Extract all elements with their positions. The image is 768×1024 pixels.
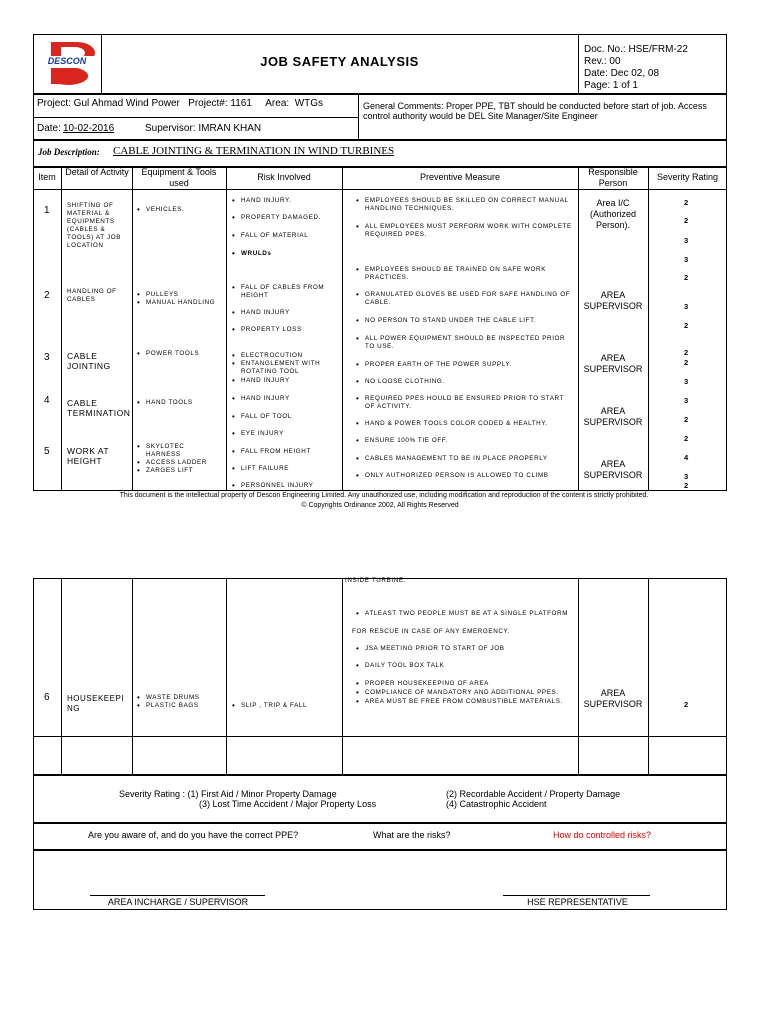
responsible-2: AREA SUPERVISOR (583, 290, 643, 311)
risk-item: • WRULDs (241, 250, 272, 258)
activity-4: CABLE TERMINATION (67, 398, 131, 418)
equipment-item: • VEHICLES. (146, 206, 184, 214)
activity-6: HOUSEKEEPI NG (67, 694, 125, 713)
preventive-item: FOR RESCUE IN CASE OF ANY EMERGENCY. (352, 628, 510, 635)
severity-1: Severity Rating : (1) First Aid / Minor Property Damage (119, 789, 337, 799)
equipment-item: • HAND TOOLS (146, 399, 193, 407)
col-severity: Severity Rating (656, 172, 719, 182)
doc-info (584, 44, 724, 92)
responsible-3: AREA SUPERVISOR (583, 353, 643, 374)
activity-1: SHIFTING OF MATERIAL & EQUIPMENTS (CABLES & TOOLS) AT JOB LOCATION (67, 202, 121, 249)
item-2: 2 (44, 290, 50, 301)
rating: 3 (684, 377, 689, 386)
item-3: 3 (44, 352, 50, 363)
question-risks: What are the risks? (373, 830, 451, 840)
project-line: Project: Gul Ahmad Wind Power Project#: 1161 Area: WTGs (37, 98, 324, 109)
risk-item: • PROPERTY LOSS (241, 326, 302, 334)
continuation-text: INSIDE TURBINE. (345, 577, 407, 584)
severity-4: (4) Catastrophic Accident (446, 799, 547, 809)
rating: 2 (684, 198, 689, 207)
rating: 2 (684, 348, 689, 357)
risk-item: • ELECTROCUTION (241, 352, 303, 360)
rating: 3 (684, 236, 689, 245)
equipment-item: • WASTE DRUMS (146, 694, 200, 702)
col-equipment: Equipment & Tools used (141, 167, 217, 188)
rating: 2 (684, 434, 689, 443)
date-value: 10-02-2016 (63, 123, 115, 134)
activity-2: HANDLING OF CABLES (67, 288, 117, 303)
risk-item: • ENTANGLEMENT WITH ROTATING TOOL (241, 360, 337, 376)
item-5: 5 (44, 446, 50, 457)
continuation-table (33, 578, 727, 775)
item-4: 4 (44, 395, 50, 406)
preventive-item: • CABLES MANAGEMENT TO BE IN PLACE PROPERLY (365, 455, 575, 463)
preventive-item: • ALL POWER EQUIPMENT SHOULD BE INSPECTED PRIOR TO USE. (365, 335, 575, 351)
preventive-item: • DAILY TOOL BOX TALK (365, 662, 444, 670)
equipment-item: • PULLEYS (146, 291, 179, 299)
rating: 4 (684, 453, 689, 462)
rating: 2 (684, 273, 689, 282)
rating: 3 (684, 255, 689, 264)
preventive-item: • HAND & POWER TOOLS COLOR CODED & HEALTHY. (365, 420, 575, 428)
risk-item: • HAND INJURY (241, 377, 290, 385)
risk-item: • FALL OF CABLES FROM HEIGHT (241, 284, 337, 300)
risk-item: • FALL FROM HEIGHT (241, 448, 311, 456)
job-desc-value: CABLE JOINTING & TERMINATION IN WIND TURBINES (113, 145, 395, 157)
descon-logo (37, 38, 97, 88)
risk-item: • LIFT FAILURE (241, 465, 289, 473)
severity-3: (3) Lost Time Accident / Major Property Loss (199, 799, 377, 809)
job-desc-label: Job Description: (38, 147, 100, 157)
equipment-item: • SKYLOTEC HARNESS (146, 443, 206, 459)
preventive-item: • ENSURE 100% TIE OFF. (365, 437, 575, 445)
signature-right: HSE REPRESENTATIVE (527, 897, 628, 907)
activity-3: CABLE JOINTING (67, 351, 111, 371)
doc-rev: Rev.: 00 (584, 56, 621, 67)
preventive-item: • PROPER EARTH OF THE POWER SUPPLY. (365, 361, 575, 369)
doc-date: Date: Dec 02, 08 (584, 68, 660, 79)
rating: 2 (684, 358, 689, 367)
copyright: © Copyrights Ordinance 2002, All Rights Reserved (301, 502, 459, 509)
signature-left: AREA INCHARGE / SUPERVISOR (107, 897, 249, 907)
equipment-item: • ACCESS LADDER (146, 459, 207, 467)
risk-item: • SLIP , TRIP & FALL (241, 702, 307, 710)
rating: 3 (684, 472, 689, 481)
responsible-1: Area I/C (Authorized Person). (589, 198, 637, 230)
risk-item: • FALL OF TOOL (241, 413, 292, 421)
equipment-item: • PLASTIC BAGS (146, 702, 199, 710)
footer-notice: This document is the intellectual property of Descon Engineering Limited. Any unauthorized use, including modification and reproduction of the content is strictly prohibited. (119, 492, 649, 499)
item-1: 1 (44, 205, 50, 216)
risk-item: • HAND INJURY (241, 309, 290, 317)
preventive-item: • AREA MUST BE FREE FROM COMBUSTIBLE MATERIALS. (365, 698, 563, 706)
risk-item: • HAND INJURY. (241, 197, 291, 205)
preventive-item: • EMPLOYEES SHOULD BE SKILLED ON CORRECT MANUAL HANDLING TECHNIQUES. (365, 197, 575, 213)
general-comments: General Comments: Proper PPE, TBT should be conducted before start of job. Access control authority would be DEL Site Manager/Site Engineer (363, 101, 707, 121)
rating: 3 (684, 302, 689, 311)
rating: 3 (684, 396, 689, 405)
question-ppe: Are you aware of, and do you have the correct PPE? (88, 830, 299, 840)
responsible-6: AREA SUPERVISOR (583, 688, 643, 709)
preventive-item: • ONLY AUTHORIZED PERSON IS ALLOWED TO CLIMB (365, 472, 575, 480)
risk-item: • EYE INJURY (241, 430, 284, 438)
col-item: Item (38, 172, 56, 182)
col-preventive: Preventive Measure (419, 172, 501, 182)
risk-item: • FALL OF MATERIAL (241, 232, 308, 240)
rating: 2 (684, 481, 689, 490)
date-label: Date: (37, 123, 61, 134)
equipment-item: • MANUAL HANDLING (146, 299, 215, 307)
equipment-item: • POWER TOOLS (146, 350, 199, 358)
preventive-item: • EMPLOYEES SHOULD BE TRAINED ON SAFE WORK PRACTICES. (365, 266, 575, 282)
responsible-4: AREA SUPERVISOR (583, 406, 643, 427)
supervisor: Supervisor: IMRAN KHAN (145, 123, 262, 134)
preventive-item: • NO LOOSE CLOTHING. (365, 378, 575, 386)
preventive-item: • ALL EMPLOYEES MUST PERFORM WORK WITH COMPLETE REQUIRED PPES. (365, 223, 575, 239)
rating: 2 (684, 700, 689, 709)
page-title: JOB SAFETY ANALYSIS (260, 54, 419, 69)
col-responsible: Responsible Person (588, 167, 638, 188)
severity-2: (2) Recordable Accident / Property Damage (446, 789, 621, 799)
preventive-item: • GRANULATED GLOVES BE USED FOR SAFE HANDLING OF CABLE. (365, 291, 575, 307)
responsible-5: AREA SUPERVISOR (583, 459, 643, 480)
rating: 2 (684, 216, 689, 225)
doc-page: Page: 1 of 1 (584, 80, 638, 91)
equipment-item: • ZARGES LIFT (146, 467, 193, 475)
preventive-item: • REQUIRED PPES HOULD BE ENSURED PRIOR TO START OF ACTIVITY. (365, 395, 575, 411)
risk-item: • PROPERTY DAMAGED. (241, 214, 321, 222)
doc-no: Doc. No.: HSE/FRM-22 (584, 44, 688, 55)
question-controls: How do controlled risks? (553, 830, 652, 840)
risk-item: • HAND INJURY (241, 395, 290, 403)
preventive-item: • PROPER HOUSEKEEPING OF AREA (365, 680, 489, 688)
rating: 2 (684, 415, 689, 424)
logo-text: DESCON (39, 56, 95, 66)
rating: 2 (684, 321, 689, 330)
preventive-item: • ATLEAST TWO PEOPLE MUST BE AT A SINGLE PLATFORM (365, 610, 568, 618)
activity-5: WORK AT HEIGHT (67, 446, 109, 466)
item-6: 6 (44, 692, 50, 703)
risk-item: • PERSONNEL INJURY (241, 482, 314, 490)
col-detail: Detail of Activity (65, 167, 129, 177)
preventive-item: • JSA MEETING PRIOR TO START OF JOB (365, 645, 505, 653)
preventive-item: • COMPLIANCE OF MANDATORY AND ADDITIONAL PPES. (365, 689, 559, 697)
col-risk: Risk Involved (257, 172, 311, 182)
preventive-item: • NO PERSON TO STAND UNDER THE CABLE LIFT. (365, 317, 575, 325)
